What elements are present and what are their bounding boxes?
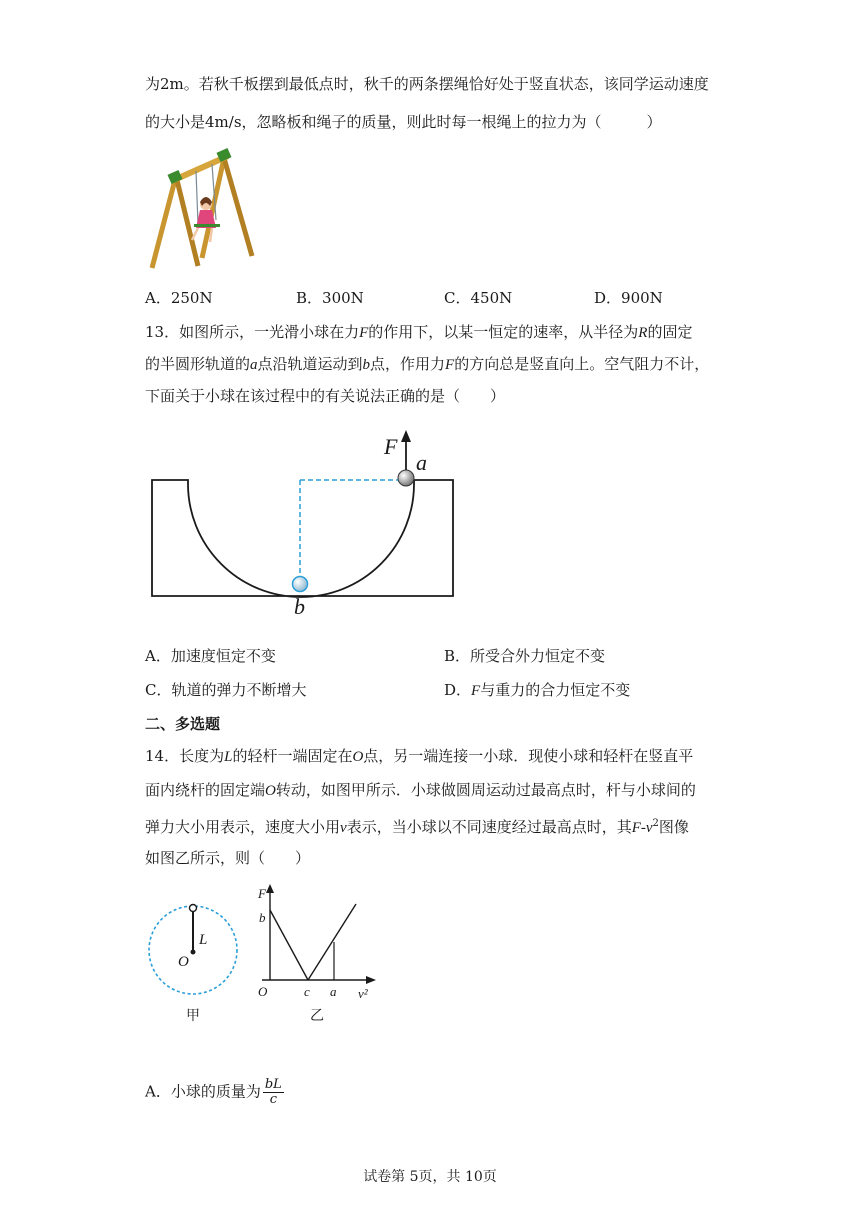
graph-label-b: b [259, 910, 266, 925]
swing-illustration [140, 146, 260, 274]
q12-option-d: D．900N [594, 289, 663, 307]
q12-line-2: 的大小是4m/s，忽略板和绳子的质量，则此时每一根绳上的拉力为（ ） [145, 113, 662, 131]
label-F: F [384, 434, 398, 459]
label-L: L [199, 932, 208, 948]
section-title: 二、多选题 [145, 715, 221, 733]
q13-line-1: 13．如图所示，一光滑小球在力F的作用下，以某一恒定的速率，从半径为R的固定 [145, 323, 693, 341]
q13-line-2: 的半圆形轨道的a点沿轨道运动到b点，作用力F的方向总是竖直向上。空气阻力不计， [145, 355, 710, 373]
q13-option-c: C．轨道的弹力不断增大 [145, 681, 307, 699]
semicircle-track-figure [140, 426, 470, 622]
graph-label-v2: v² [358, 986, 368, 1001]
q13-line-3: 下面关于小球在该过程中的有关说法正确的是（ ） [145, 387, 506, 405]
graph-label-F: F [258, 886, 266, 901]
caption-jia: 甲 [186, 1008, 200, 1024]
label-a: a [416, 450, 427, 475]
pivot-point [191, 950, 196, 955]
q12-line-1: 为2m。若秋千板摆到最低点时，秋千的两条摆绳恰好处于竖直状态，该同学运动速度 [145, 75, 709, 93]
label-b: b [294, 594, 305, 619]
page-footer: 试卷第 5页，共 10页 [363, 1169, 497, 1185]
q14-option-a: A．小球的质量为 $\frac{bL}{c}$ [145, 1077, 282, 1107]
ball-b [293, 577, 308, 592]
rod-ball [190, 905, 197, 912]
q14-line-3: 弹力大小用表示，速度大小用v表示，当小球以不同速度经过最高点时，其$F-v^2$图像 [145, 818, 689, 836]
caption-yi: 乙 [310, 1008, 324, 1024]
q14-line-4: 如图乙所示，则（ ） [145, 849, 311, 867]
figure-yi-graph [252, 880, 382, 1030]
graph-label-O: O [258, 984, 268, 999]
q14-line-2: 面内绕杆的固定端O转动，如图甲所示．小球做圆周运动过最高点时，杆与小球间的 [145, 781, 696, 799]
q12-option-b: B．300N [296, 289, 364, 307]
ball-a [398, 470, 414, 486]
q13-option-b: B．所受合外力恒定不变 [444, 647, 606, 665]
q13-option-a: A．加速度恒定不变 [145, 647, 276, 665]
graph-label-a: a [330, 984, 337, 999]
q13-option-d: D．F与重力的合力恒定不变 [444, 681, 631, 699]
figure-jia-circle [146, 898, 246, 1028]
q14-line-1: 14．长度为L的轻杆一端固定在O点，另一端连接一小球．现使小球和轻杆在竖直平 [145, 747, 694, 765]
q12-option-a: A．250N [145, 289, 213, 307]
graph-label-c: c [304, 984, 310, 999]
label-O: O [178, 954, 189, 970]
q12-option-c: C．450N [444, 289, 513, 307]
